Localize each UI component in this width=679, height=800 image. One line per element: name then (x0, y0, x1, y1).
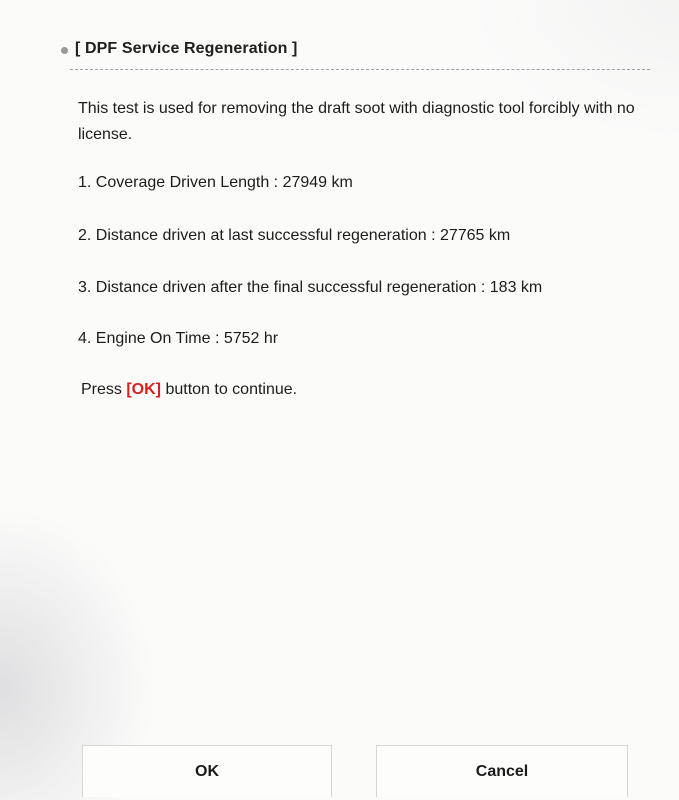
header-divider (70, 69, 650, 70)
distance-last-regeneration: 2. Distance driven at last successful regeneration : 27765 km (78, 227, 511, 244)
prompt-ok-highlight: [OK] (126, 381, 161, 398)
bullet-icon (61, 47, 68, 54)
engine-on-time: 4. Engine On Time : 5752 hr (78, 330, 279, 347)
coverage-driven-length: 1. Coverage Driven Length : 27949 km (78, 174, 353, 191)
cancel-button[interactable]: Cancel (376, 745, 628, 797)
continue-prompt (81, 381, 297, 399)
intro-text: This test is used for removing the draft soot with diagnostic tool forcibly with no license. (78, 100, 635, 143)
dialog-title: [ DPF Service Regeneration ] (75, 40, 298, 57)
dialog-header (58, 36, 652, 70)
prompt-text-after: button to continue. (161, 381, 298, 398)
prompt-text-before: Press (81, 381, 127, 398)
distance-after-final-regeneration: 3. Distance driven after the final successful regeneration : 183 km (78, 279, 543, 296)
ok-button[interactable]: OK (82, 745, 332, 797)
